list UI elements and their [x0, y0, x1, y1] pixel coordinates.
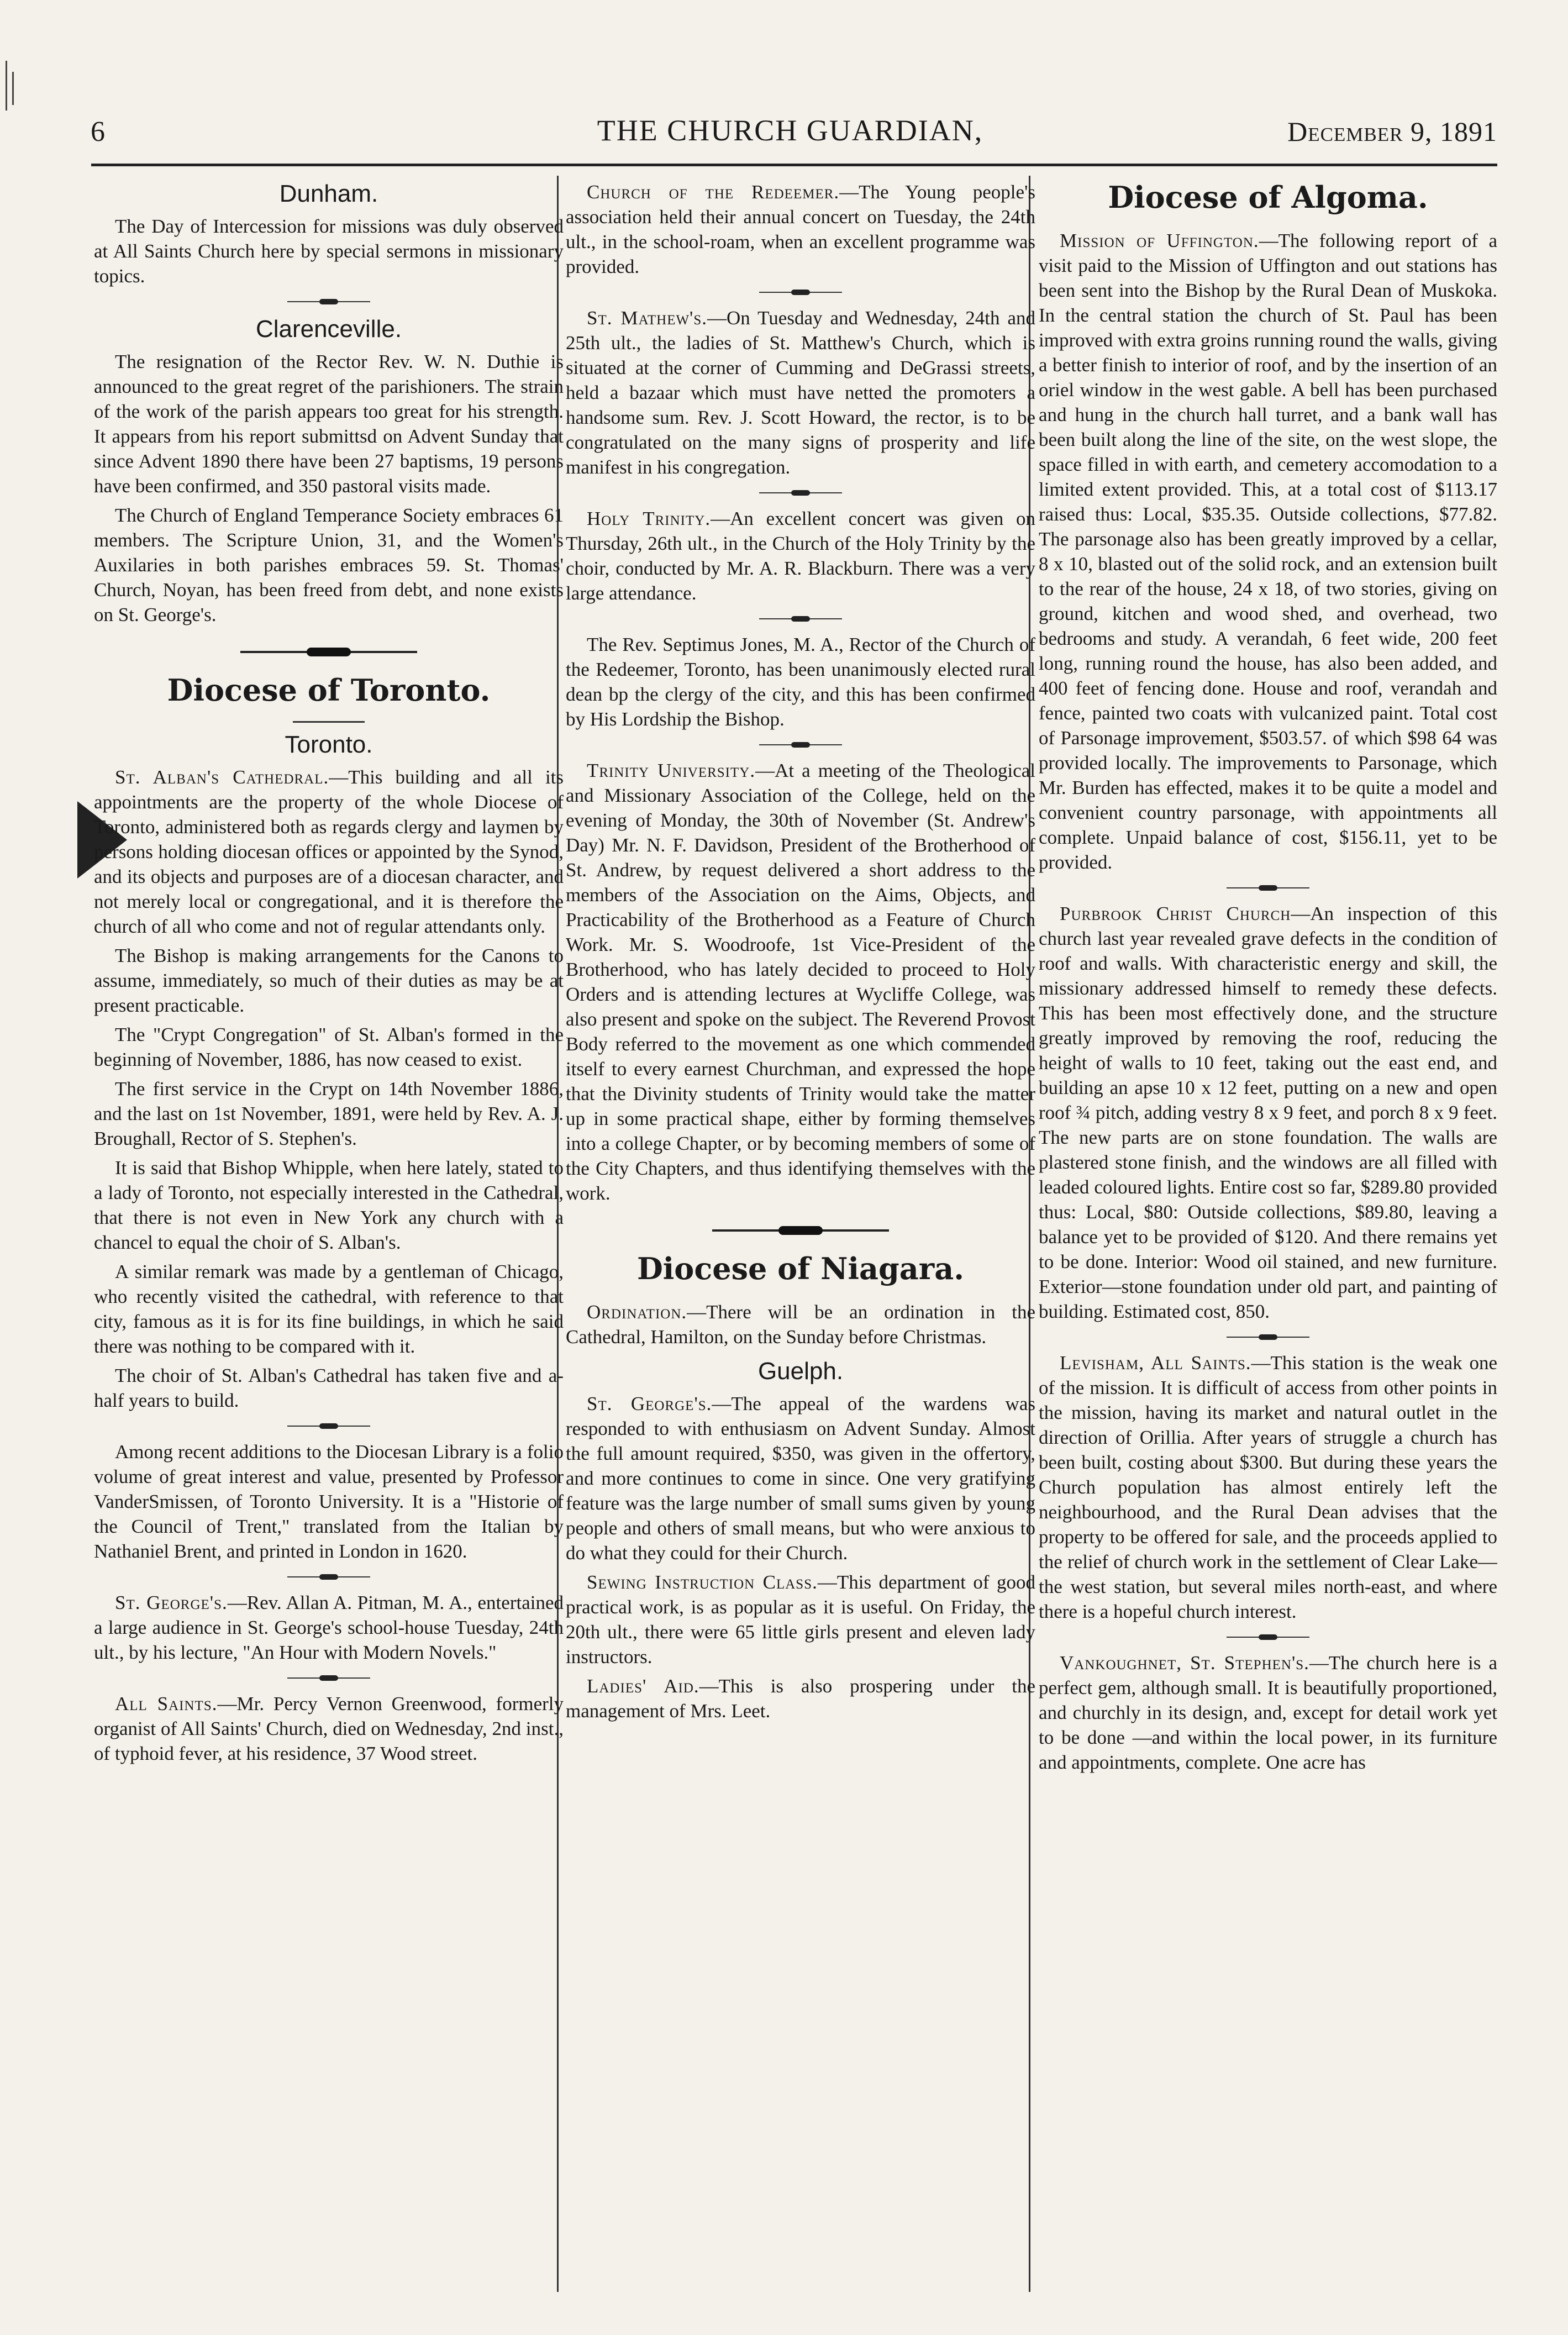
item-text: —Mr. Percy Vernon Greenwood, formerly organist of All Saints' Church, died on Wednesday, 2nd inst., of typhoid fever, at his residence, 37 Wood street.	[94, 1693, 564, 1764]
paragraph	[566, 1300, 1035, 1349]
item-text: —This is also prospering under the management of Mrs. Leet.	[566, 1675, 1035, 1722]
diocese-heading-toronto: Diocese of Toronto.	[167, 672, 491, 708]
paragraph	[1039, 901, 1497, 1324]
diocese-heading-algoma: Diocese of Algoma.	[1108, 180, 1428, 215]
paragraph	[94, 1691, 564, 1766]
item-lead: Ordination.	[587, 1301, 687, 1323]
section-separator	[759, 288, 842, 297]
diocese-separator	[240, 646, 417, 658]
page-header	[83, 113, 1497, 157]
diocese-separator	[712, 1224, 889, 1237]
item-text: —The appeal of the wardens was responded to with enthusiasm on Advent Sunday. Almost the full amount required, $350, was given in the offertory, and more continues to come in since. One very gratifying feature was the large number of small sums given by young people and others of small means, but who were anxious to do what they could for their Church.	[566, 1393, 1035, 1564]
item-lead: St. Mathew's.	[587, 307, 708, 329]
section-separator	[287, 1573, 370, 1581]
paragraph	[1039, 1650, 1497, 1775]
item-lead: Trinity University.	[587, 760, 756, 781]
item-text: —This station is the weak one of the mission. It is difficult of access from other points in the mission, having its market and natural outlet in the direction of Orillia. After years of struggle a church has been built, costing about $300. But during these years the Church population has almost entirely left the neighbourhood, and the Rural Dean advises that the property to be offered for sale, and the proceeds applied to the relief of church work in the settlement of Clear Lake—the west station, but several miles north-east, and where there is a hopeful church interest.	[1039, 1352, 1497, 1622]
section-separator	[287, 1674, 370, 1682]
paragraph	[1039, 228, 1497, 875]
section-separator	[287, 1422, 370, 1431]
paragraph: A similar remark was made by a gentleman of Chicago, who recently visited the cathedral, with reference to that city, famous as it is for its fine buildings, in which he said there was nothing to be compared with it.	[94, 1261, 564, 1357]
section-title-guelph: Guelph.	[757, 1358, 844, 1385]
paragraph	[566, 1570, 1035, 1669]
item-lead: Vankoughnet, St. Stephen's.	[1060, 1652, 1309, 1674]
paragraph: The Rev. Septimus Jones, M. A., Rector of the Church of the Redeemer, Toronto, has been unanimously elected rural dean bp the clergy of the city, and this has been confirmed by His Lordship the Bishop.	[566, 634, 1035, 730]
section-separator	[759, 488, 842, 497]
paragraph: Among recent additions to the Diocesan Library is a folio volume of great interest and value, presented by Professor VanderSmissen, of Toronto University. It is a "Historie of the Council of Trent," translated from the Italian by Nathaniel Brent, and printed in London in 1620.	[94, 1441, 564, 1562]
paragraph	[566, 180, 1035, 279]
paragraph	[566, 506, 1035, 606]
section-separator	[759, 740, 842, 749]
section-separator	[287, 297, 370, 306]
paragraph: The Church of England Temperance Society embraces 61 members. The Scripture Union, 31, and the Women's Auxilaries in both parishes embraces 59. St. Thomas' Church, Noyan, has been freed from debt, and none exists on St. George's.	[94, 504, 564, 625]
item-lead: Church of the Redeemer.	[587, 181, 840, 203]
heading-rule	[293, 721, 365, 723]
item-lead: Sewing Instruction Class.	[587, 1571, 818, 1593]
paragraph: The first service in the Crypt on 14th November 1886, and the last on 1st November, 1891, were held by Rev. A. J. Broughall, Rector of S. Stephen's.	[94, 1078, 564, 1149]
item-lead: St. Alban's Cathedral.	[115, 766, 329, 788]
item-text: —This building and all its appointments are the property of the whole Diocese of Toronto, administered both as regards clergy and laymen by persons holding diocesan offices or appointed by the Synod, and its objects and purposes are of a diocesan character, and not merely local or congregational, and it is therefore the church of all who come and not of regular attendants only.	[94, 766, 564, 937]
item-text: —The Young people's association held their annual concert on Tuesday, the 24th ult., in the school-roam, when an excellent programme was provided.	[566, 181, 1035, 277]
item-lead: Purbrook Christ Church	[1060, 903, 1291, 924]
item-text: —An excellent concert was given on Thursday, 26th ult., in the Church of the Holy Trinity by the choir, conducted by Mr. A. R. Blackburn. There was a very large attendance.	[566, 508, 1035, 604]
item-text: —There will be an ordination in the Cathedral, Hamilton, on the Sunday before Christmas.	[566, 1301, 1035, 1348]
section-separator	[1227, 1333, 1309, 1342]
paragraph	[566, 1674, 1035, 1723]
header-rule	[91, 164, 1497, 166]
paragraph	[566, 306, 1035, 480]
paragraph: The "Crypt Congregation" of St. Alban's formed in the beginning of November, 1886, has now ceased to exist.	[94, 1024, 564, 1070]
paragraph: The resignation of the Rector Rev. W. N. Duthie is announced to the great regret of the parishioners. The strain of the work of the parish appears too great for his strength. It appears from his report submittsd on Advent Sunday that since Advent 1890 there have been 27 baptisms, 19 persons have been confirmed, and 350 pastoral visits made.	[94, 351, 564, 497]
item-lead: Mission of Uffington.	[1060, 230, 1259, 251]
scan-edge-mark	[0, 0, 22, 133]
item-text: —The following report of a visit paid to the Mission of Uffington and out stations has been sent into the Bishop by the Rural Dean of Muskoka. In the central station the church of St. Paul has been improved with extra groins running round the walls, giving a better finish to interior of roof, and by the insertion of an oriel window in the west gable. A bell has been purchased and hung in the church hall turret, and a bank wall has been built along the line of the site, on the west slope, the space filled in with earth, and cemetery accomodation to a limited extent provided. This, at a total cost of $113.17 raised thus: Local, $35.35. Outside collections, $77.82. The parsonage also has been greatly improved by a cellar, 8 x 10, blasted out of the solid rock, and an extension built to the rear of the house, 24 x 18, of two stories, giving on ground, kitchen and wood shed, and overhead, two bedrooms and study. A verandah, 6 feet wide, 200 feet long, running round the house, has also been added, and 400 feet of fencing done. House and roof, verandah and fence, painted two coats with vulcanized paint. Total cost of Parsonage improvement, $503.57. of which $98 64 was provided locally. The improvements to Parsonage, which Mr. Burden has effected, makes it to be quite a model and convenient country parsonage, with appointments all complete. Unpaid balance of cost, $156.11, yet to be provided.	[1039, 230, 1497, 873]
item-text: —On Tuesday and Wednesday, 24th and 25th ult., the ladies of St. Matthew's Church, which is situated at the corner of Cumming and DeGrassi streets, held a bazaar which must have netted the promoters a handsome sum. Rev. J. Scott Howard, the rector, is to be congratulated on the many signs of prosperity and life manifest in his congregation.	[566, 307, 1035, 478]
item-lead: All Saints.	[115, 1693, 218, 1715]
section-title-toronto: Toronto.	[285, 731, 373, 758]
masthead-title: THE CHURCH GUARDIAN,	[597, 114, 983, 147]
paragraph: It is said that Bishop Whipple, when here lately, stated to a lady of Toronto, not especially interested in the Cathedral, that there is not even in New York any church with a chancel to equal the choir of S. Alban's.	[94, 1157, 564, 1253]
paragraph	[94, 1590, 564, 1665]
item-lead: St. George's.	[115, 1592, 228, 1613]
paragraph	[1039, 1350, 1497, 1624]
paragraph	[94, 765, 564, 939]
item-lead: Holy Trinity.	[587, 508, 711, 529]
item-text: —An inspection of this church last year revealed grave defects in the condition of roof and walls. With characteristic energy and skill, the missionary addressed himself to remedy these defects. This has been most effectively done, and the structure greatly improved by removing the roof, reducing the height of walls to 10 feet, taking out the east end, and building an apse 10 x 12 feet, putting on a new and open roof ¾ pitch, adding vestry 8 x 9 feet, and porch 8 x 9 feet. The new parts are on stone foundation. The walls are plastered stone finish, and the windows are all filled with leaded coloured lights. Entire cost so far, $289.80 provided thus: Local, $80: Outside collections, $89.80, leaving a balance yet to be provided of $120. And there remains yet to be done. Interior: Wood oil stained, and new furniture. Exterior—stone foundation under old part, and painting of building. Estimated cost, 850.	[1039, 903, 1497, 1322]
section-title-dunham: Dunham.	[279, 180, 378, 207]
item-lead: Levisham, All Saints.	[1060, 1352, 1251, 1374]
paragraph: The Day of Intercession for missions was duly observed at All Saints Church here by special sermons in missionary topics.	[94, 215, 564, 287]
item-lead: Ladies' Aid.	[587, 1675, 699, 1697]
column-2	[566, 180, 1035, 2323]
diocese-heading-niagara: Diocese of Niagara.	[636, 1251, 965, 1286]
paragraph: The Bishop is making arrangements for the Canons to assume, immediately, so much of their duties as may be at present practicable.	[94, 945, 564, 1016]
paragraph	[566, 758, 1035, 1206]
page-number: 6	[91, 116, 105, 148]
issue-date: December 9, 1891	[1287, 116, 1497, 147]
section-title-clarenceville: Clarenceville.	[255, 315, 402, 343]
item-lead: St. George's.	[587, 1393, 712, 1414]
section-separator	[1227, 883, 1309, 892]
item-text: —Rev. Allan A. Pitman, M. A., entertained a large audience in St. George's school-house Tuesday, 24th ult., by his lecture, "An Hour with Modern Novels."	[94, 1592, 564, 1663]
section-separator	[759, 614, 842, 623]
item-text: —The church here is a perfect gem, although small. It is beautifully proportioned, and churchly in its design, and, except for detail work yet to be done —and within the local power, in its furniture and appointments, complete. One acre has	[1039, 1652, 1497, 1773]
section-separator	[1227, 1633, 1309, 1642]
column-1	[94, 180, 564, 2323]
column-3	[1039, 180, 1497, 2323]
item-text: —This department of good practical work, is as popular as it is useful. On Friday, the 20th ult., there were 65 little girls present and eleven lady instructors.	[566, 1571, 1035, 1668]
item-text: —At a meeting of the Theological and Missionary Association of the College, held on the evening of Monday, the 30th of November (St. Andrew's Day) Mr. N. F. Davidson, President of the Brotherhood of St. Andrew, by request delivered a short address to the members of the Association on the Aims, Objects, and Practicability of the Brotherhood as a Feature of Church Work. Mr. S. Woodroofe, 1st Vice-President of the Brotherhood, who has lately decided to proceed to Holy Orders and is attending lectures at Wycliffe College, was also present and spoke on the subject. The Reverend Provost Body referred to the movement as one which commended itself to every earnest Churchman, and expressed the hope that the Divinity students of Trinity would take the matter up in some practical shape, either by forming themselves into a college Chapter, or by becoming members of some of the City Chapters, and thus identifying themselves with the work.	[566, 760, 1035, 1204]
paragraph: The choir of St. Alban's Cathedral has taken five and a-half years to build.	[94, 1365, 564, 1411]
paragraph	[566, 1391, 1035, 1565]
